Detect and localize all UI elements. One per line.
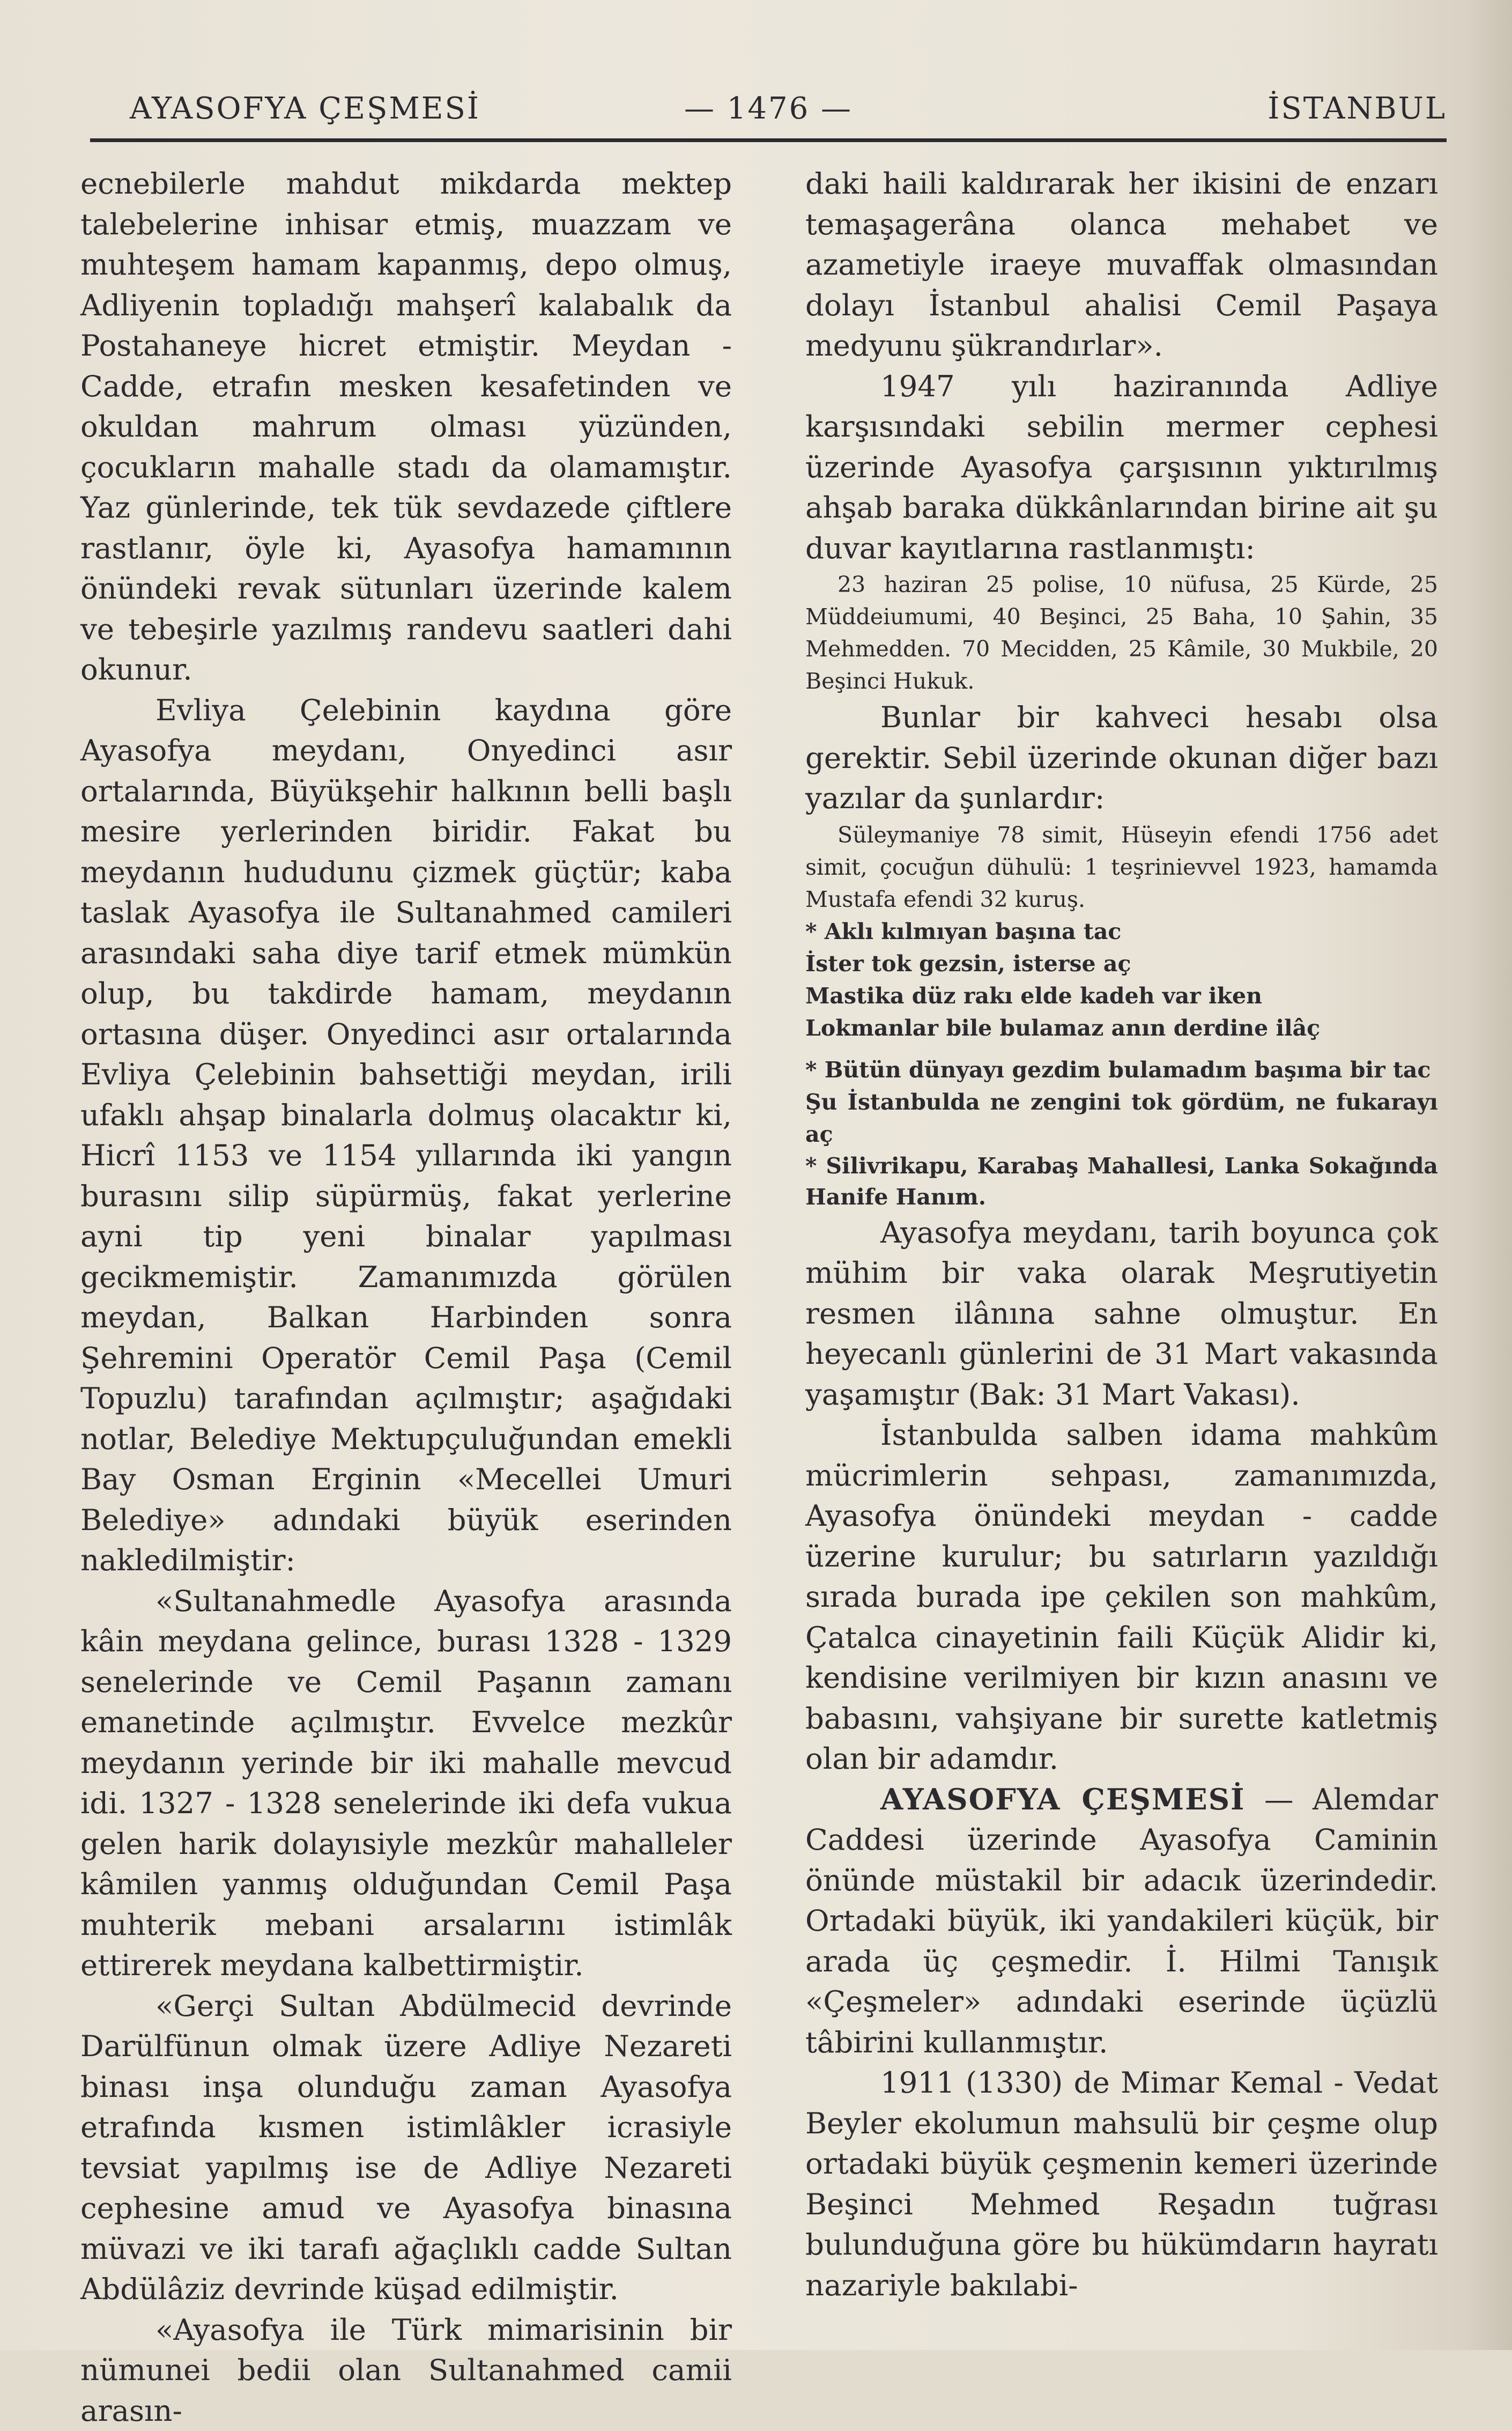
paragraph: 1911 (1330) de Mimar Kemal - Vedat Beyler ekolumun mahsulü bir çeşme olup ortadaki büyük çeşmenin kemeri üzerinde Beşinci Mehmed Reşadın tuğrası bulunduğuna göre bu hükümdarın hayratı nazariyle bakılabi- bbox=[805, 2063, 1438, 2306]
paragraph: Bunlar bir kahveci hesabı olsa gerektir. Sebil üzerinde okunan diğer bazı yazılar da şunlardır: bbox=[805, 697, 1438, 819]
signature-note: * Silivrikapu, Karabaş Mahallesi, Lanka Sokağında Hanife Hanım. bbox=[805, 1150, 1438, 1213]
running-header bbox=[90, 80, 1447, 129]
verse-line: Lokmanlar bile bulamaz anın derdine ilâç bbox=[805, 1012, 1438, 1044]
quote-paragraph: «Gerçi Sultan Abdülmecid devrinde Darülfünun olmak üzere Adliye Nezareti binası inşa olunduğu zaman Ayasofya etrafında kısmen istimlâkler icrasiyle tevsiat yapılmış ise de Adliye Nezareti cephesine amud ve Ayasofya binasına müvazi ve iki tarafı ağaçlıklı cadde Sultan Abdülâziz devrinde küşad edilmiştir. bbox=[80, 1986, 732, 2310]
header-rule bbox=[90, 138, 1447, 142]
header-entry-title: AYASOFYA ÇEŞMESİ bbox=[130, 91, 480, 126]
verse-line: Mastika düz rakı elde kadeh var iken bbox=[805, 980, 1438, 1012]
quote-paragraph: «Sultanahmedle Ayasofya arasında kâin meydana gelince, burası 1328 - 1329 senelerinde ve Cemil Paşanın zamanı emanetinde açılmıştır. Evvelce mezkûr meydanın yerinde bir iki mahalle mevcud idi. 1327 - 1328 senelerinde iki defa vukua gelen harik dolayısiyle mezkûr mahalleler kâmilen yanmış olduğundan Cemil Paşa muhterik mebani arsalarını istimlâk ettirerek meydana kalbettirmiştir. bbox=[80, 1581, 732, 1986]
entry-paragraph bbox=[805, 1779, 1438, 2063]
wall-record-list: Süleymaniye 78 simit, Hüseyin efendi 1756 adet simit, çocuğun dühulü: 1 teşrinievvel 1923, hamamda Mustafa efendi 32 kuruş. bbox=[805, 819, 1438, 915]
verse-block bbox=[805, 1054, 1438, 1150]
paragraph: Evliya Çelebinin kaydına göre Ayasofya meydanı, Onyedinci asır ortalarında, Büyükşehir halkının belli başlı mesire yerlerinden biridir. Fakat bu meydanın hududunu çizmek güçtür; kaba taslak Ayasofya ile Sultanahmed camileri arasındaki saha diye tarif etmek mümkün olup, bu takdirde hamam, meydanın ortasına düşer. Onyedinci asır ortalarında Evliya Çelebinin bahsettiği meydan, irili ufaklı ahşap binalarla dolmuş olacaktır ki, Hicrî 1153 ve 1154 yıllarında iki yangın burasını silip süpürmüş, fakat yerlerine ayni tip yeni binalar yapılması gecikmemiştir. Zamanımızda görülen meydan, Balkan Harbinden sonra Şehremini Operatör Cemil Paşa (Cemil Topuzlu) tarafından açılmıştır; aşağıdaki notlar, Belediye Mektupçuluğundan emekli Bay Osman Erginin «Mecellei Umuri Belediye» adındaki büyük eserinden nakledilmiştir: bbox=[80, 690, 732, 1581]
entry-text: — Alemdar Caddesi üzerinde Ayasofya Caminin önünde müstakil bir adacık üzerindedir. Ortadaki büyük, iki yandakileri küçük, bir arada üç çeşmedir. İ. Hilmi Tanışık «Çeşmeler» adındaki eserinde üçüzlü tâbirini kullanmıştır. bbox=[805, 1782, 1438, 2059]
entry-heading: AYASOFYA ÇEŞMESİ bbox=[880, 1782, 1246, 1816]
verse-line: İster tok gezsin, isterse aç bbox=[805, 948, 1438, 980]
wall-record-list: 23 haziran 25 polise, 10 nüfusa, 25 Kürde, 25 Müddeiumumi, 40 Beşinci, 25 Baha, 10 Şahin, 35 Mehmedden. 70 Mecidden, 25 Kâmile, 30 Mukbile, 20 Beşinci Hukuk. bbox=[805, 568, 1438, 697]
paragraph: ecnebilerle mahdut mikdarda mektep talebelerine inhisar etmiş, muazzam ve muhteşem hamam kapanmış, depo olmuş, Adliyenin topladığı mahşerî kalabalık da Postahaneye hicret etmiştir. Meydan - Cadde, etrafın mesken kesafetinden ve okuldan mahrum olması yüzünden, çocukların mahalle stadı da olamamıştır. Yaz günlerinde, tek tük sevdazede çiftlere rastlanır, öyle ki, Ayasofya hamamının önündeki revak sütunları üzerinde kalem ve tebeşirle yazılmış randevu saatleri dahi okunur. bbox=[80, 164, 732, 690]
quote-paragraph: «Ayasofya ile Türk mimarisinin bir nümunei bedii olan Sultanahmed camii arasın- bbox=[80, 2310, 732, 2431]
header-publication-title: İSTANBUL bbox=[1268, 91, 1447, 126]
verse-line: * Aklı kılmıyan başına tac bbox=[805, 915, 1438, 948]
verse-line: * Bütün dünyayı gezdim bulamadım başıma bir tac bbox=[805, 1054, 1438, 1086]
paragraph: 1947 yılı haziranında Adliye karşısındaki sebilin mermer cephesi üzerinde Ayasofya çarşısının yıktırılmış ahşab baraka dükkânlarından birine ait şu duvar kayıtlarına rastlanmıştı: bbox=[805, 366, 1438, 569]
verse-line: Şu İstanbulda ne zengini tok gördüm, ne fukarayı aç bbox=[805, 1086, 1438, 1150]
page-number: — 1476 — bbox=[90, 91, 1447, 126]
paragraph: İstanbulda salben idama mahkûm mücrimlerin sehpası, zamanımızda, Ayasofya önündeki meydan - cadde üzerine kurulur; bu satırların yazıldığı sırada burada ipe çekilen son mahkûm, Çatalca cinayetinin faili Küçük Alidir ki, kendisine verilmiyen bir kızın anasını ve babasını, vahşiyane bir surette katletmiş olan bir adamdır. bbox=[805, 1415, 1438, 1779]
paragraph: daki haili kaldırarak her ikisini de enzarı temaşagerâna olanca mehabet ve azametiyle iraeye muvaffak olmasından dolayı İstanbul ahalisi Cemil Paşaya medyunu şükrandırlar». bbox=[805, 164, 1438, 366]
verse-block bbox=[805, 915, 1438, 1044]
left-column bbox=[80, 164, 732, 2287]
right-column bbox=[805, 164, 1438, 2287]
paragraph: Ayasofya meydanı, tarih boyunca çok mühim bir vaka olarak Meşrutiyetin resmen ilânına sahne olmuştur. En heyecanlı günlerini de 31 Mart vakasında yaşamıştır (Bak: 31 Mart Vakası). bbox=[805, 1213, 1438, 1415]
